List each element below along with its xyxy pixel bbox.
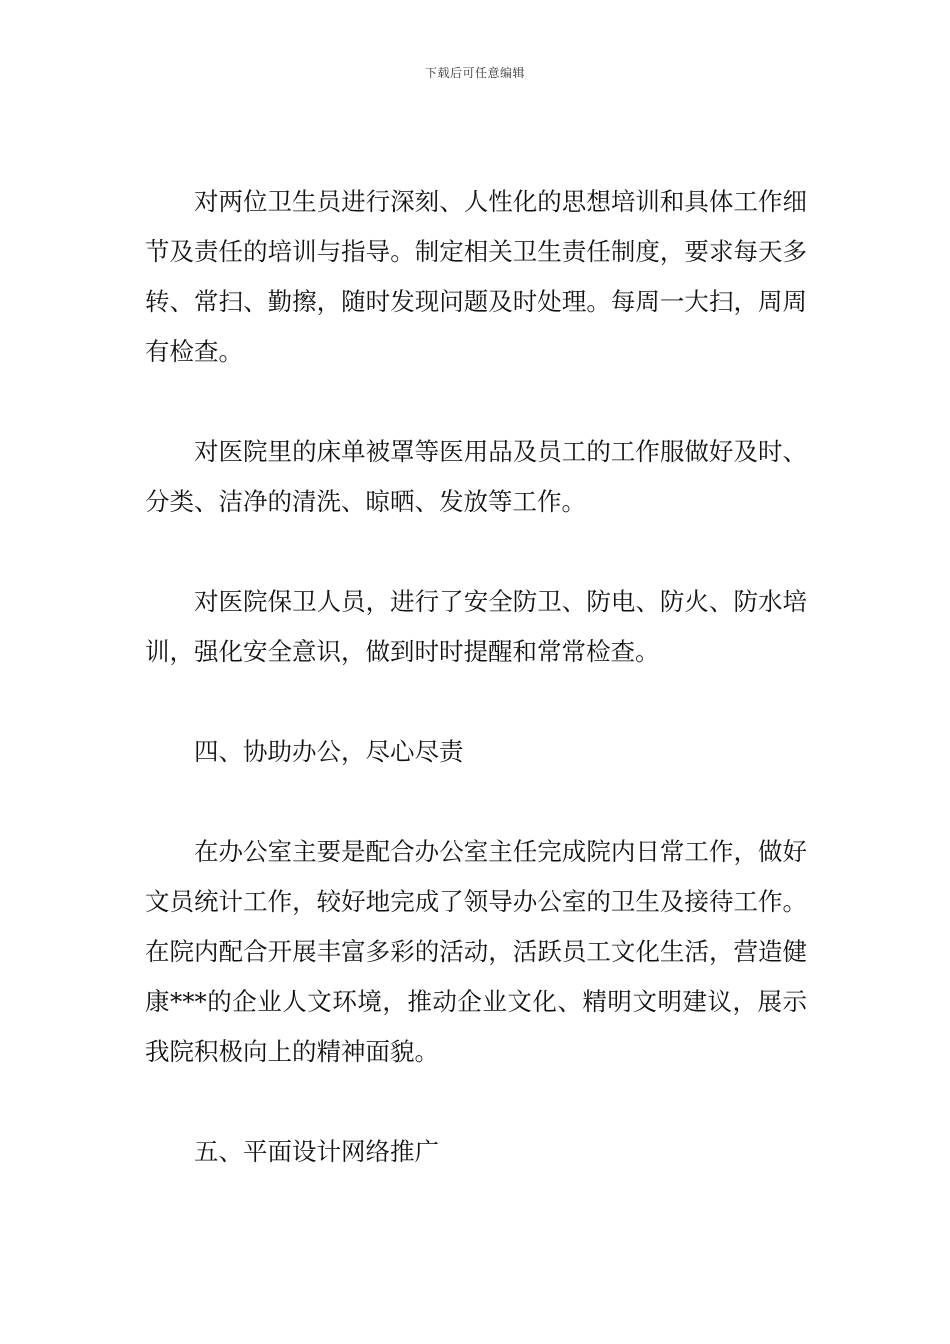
paragraph-spacer (145, 377, 807, 427)
paragraph-security-training: 对医院保卫人员，进行了安全防卫、防电、防火、防水培训，强化安全意识，做到时时提醒和常常检查。 (145, 587, 807, 666)
paragraph-spacer (145, 527, 807, 577)
paragraph-laundry: 对医院里的床单被罩等医用品及员工的工作服做好及时、分类、洁净的清洗、晾晒、发放等工作。 (145, 437, 807, 516)
paragraph-spacer (145, 677, 807, 727)
section-heading-office-assistance: 四、协助办公，尽心尽责 (194, 737, 464, 766)
page-header: 下载后可任意编辑 (424, 66, 525, 80)
paragraph-sanitation-training: 对两位卫生员进行深刻、人性化的思想培训和具体工作细节及责任的培训与指导。制定相关卫生责任制度，要求每天多转、常扫、勤擦，随时发现问题及时处理。每周一大扫，周周有检查。 (145, 187, 807, 366)
paragraph-spacer (145, 777, 807, 827)
section-heading-graphic-design: 五、平面设计网络推广 (194, 1137, 439, 1166)
document-body (145, 177, 807, 1177)
paragraph-spacer (145, 1077, 807, 1127)
paragraph-office-work: 在办公室主要是配合办公室主任完成院内日常工作，做好文员统计工作，较好地完成了领导办公室的卫生及接待工作。在院内配合开展丰富多彩的活动，活跃员工文化生活，营造健康***的企业人文环境，推动企业文化、精明文明建议，展示我院积极向上的精神面貌。 (145, 837, 807, 1066)
